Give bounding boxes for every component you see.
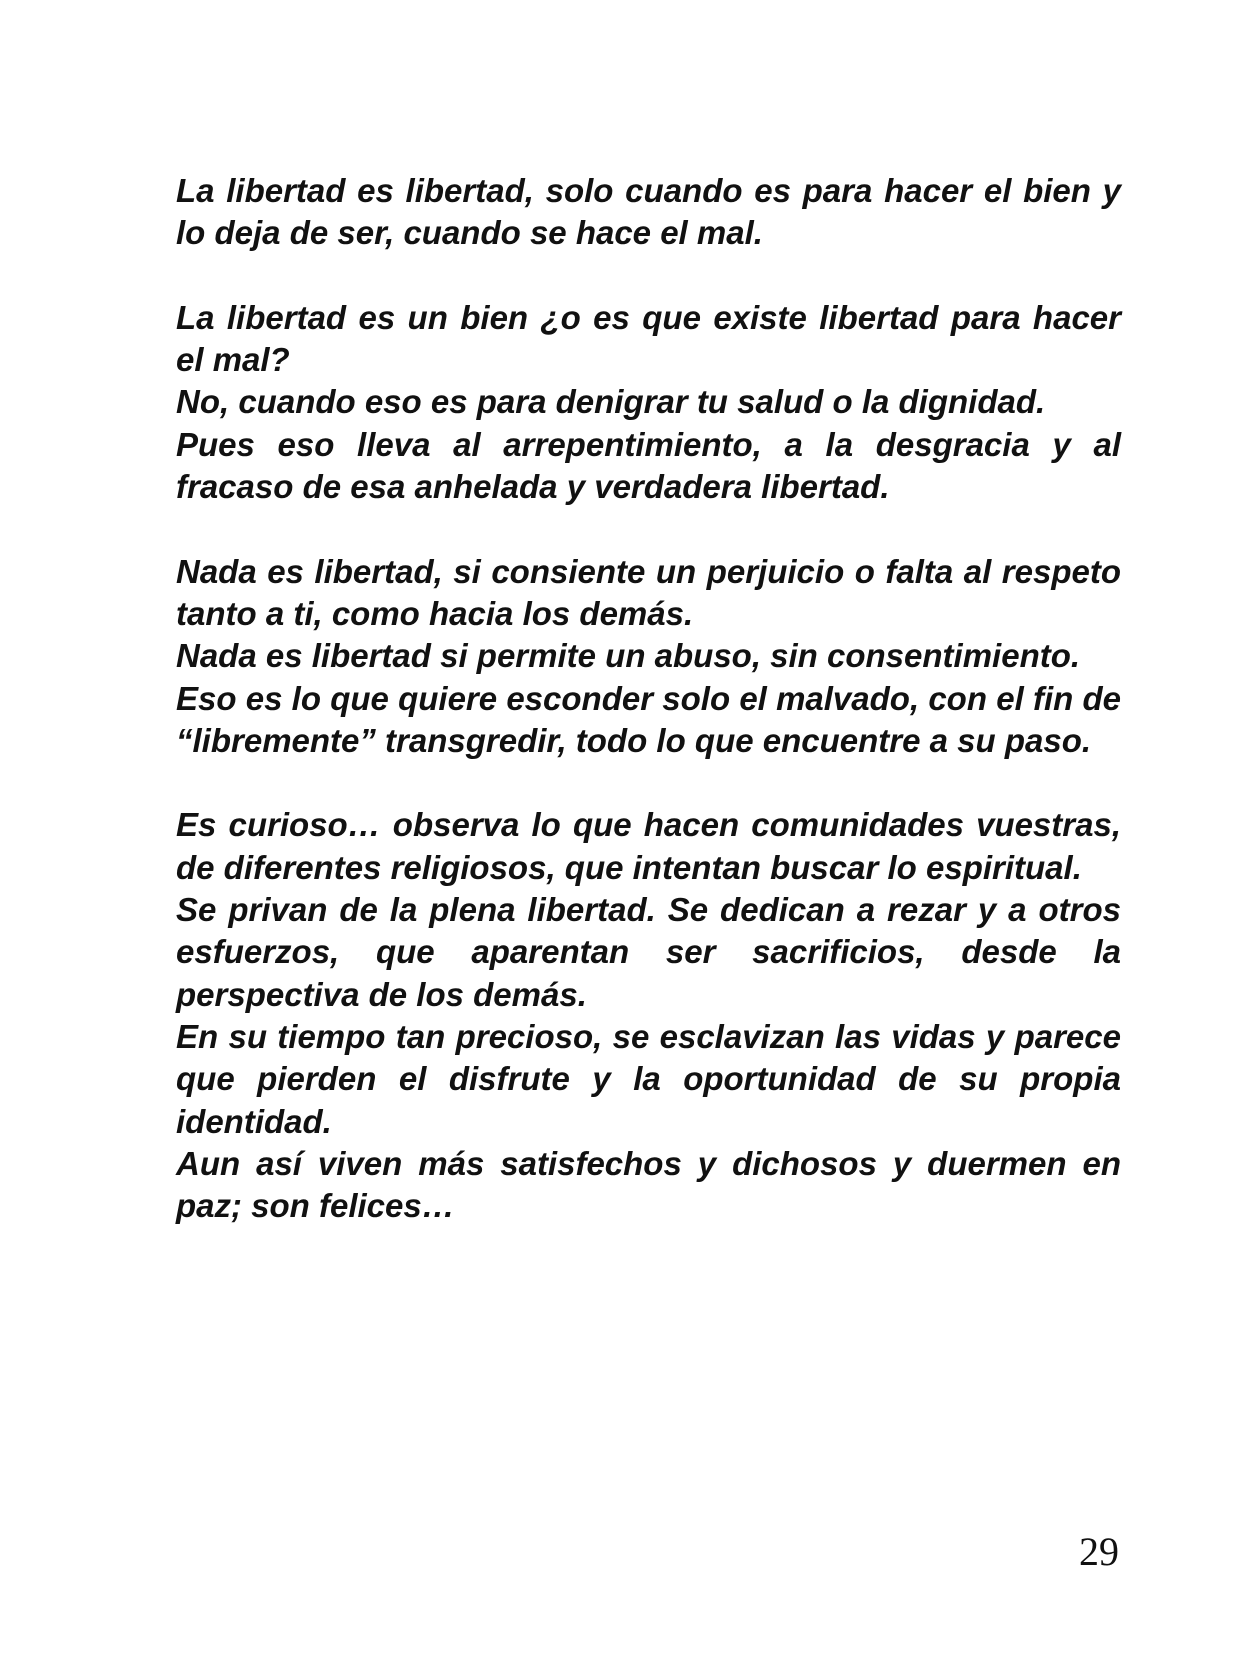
paragraph-line: No, cuando eso es para denigrar tu salud o la dignidad. [176,383,1046,421]
paragraph-line: Nada es libertad, si consiente un perjuicio o falta al respeto tanto a ti, como hacia los demás. [176,552,1121,632]
paragraph-line: Pues eso lleva al arrepentimiento, a la desgracia y al fracaso de esa anhelada y verdadera libertad. [176,425,1121,506]
body-text [176,170,1121,1227]
paragraph-line: Nada es libertad si permite un abuso, sin consentimiento. [176,637,1081,675]
page-number: 29 [1079,1529,1119,1574]
paragraph-line: Aun así viven más satisfechos y dichosos y duermen en paz; son felices… [176,1144,1121,1225]
paragraph-gap [176,255,1121,297]
paragraph-line: En su tiempo tan precioso, se esclavizan las vidas y parece que pierden el disfrute y la oportunidad de su propia identidad. [176,1017,1121,1140]
paragraph-line: La libertad es libertad, solo cuando es para hacer el bien y lo deja de ser, cuando se hace el mal. [176,172,1121,252]
paragraph-line: Eso es lo que quiere esconder solo el malvado, con el fin de “libremente” transgredir, todo lo que encuentre a su paso. [176,679,1121,759]
paragraph-line: Se privan de la plena libertad. Se dedican a rezar y a otros esfuerzos, que aparentan ser sacrificios, desde la perspectiva de los demás. [176,891,1121,1013]
paragraph-gap [176,508,1121,550]
paragraph-gap [176,762,1121,804]
paragraph-line: La libertad es un bien ¿o es que existe libertad para hacer el mal? [176,298,1121,379]
paragraph-line: Es curioso… observa lo que hacen comunidades vuestras, de diferentes religiosos, que intentan buscar lo espiritual. [176,806,1121,886]
